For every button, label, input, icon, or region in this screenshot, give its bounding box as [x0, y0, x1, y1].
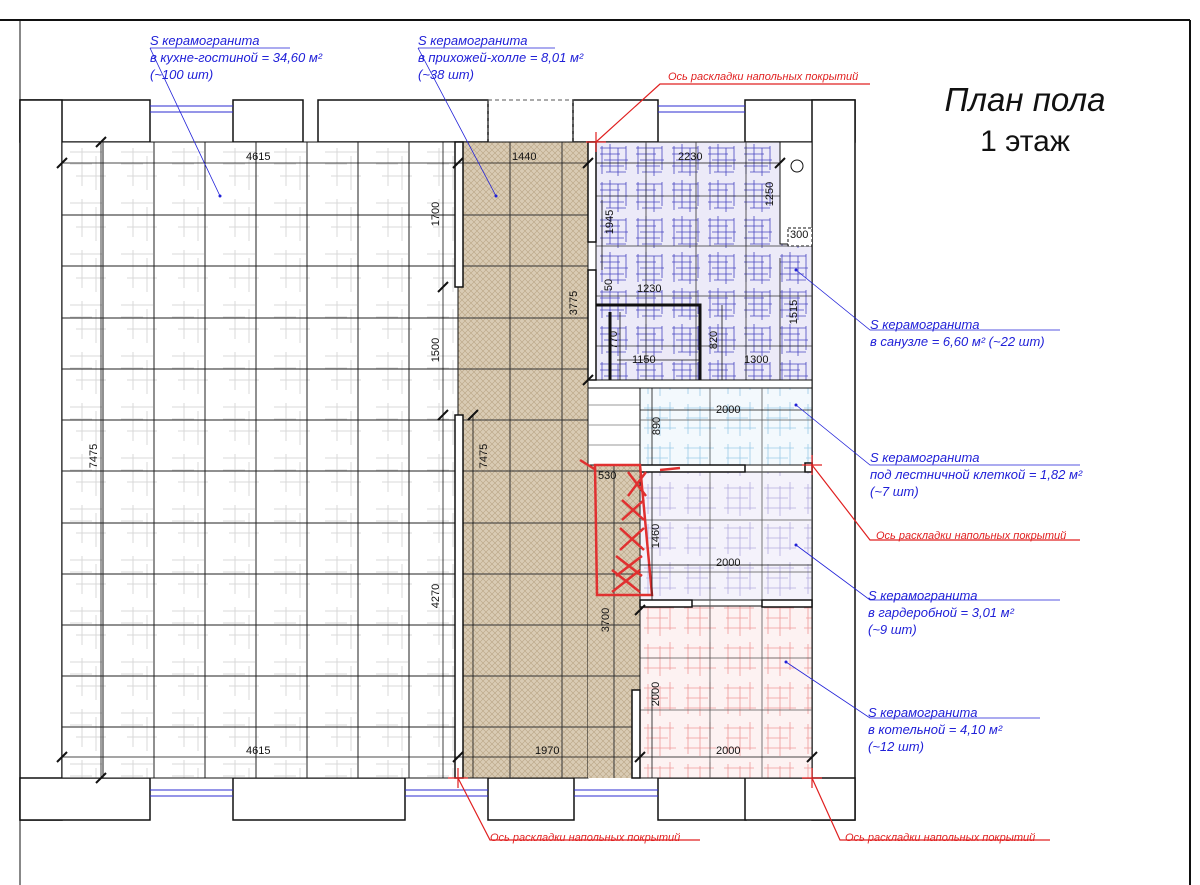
dim-bath-770: 770 [608, 330, 621, 350]
note-boiler-line1: S керамогранита [868, 705, 978, 720]
note-boiler [868, 704, 1002, 755]
axis-label-top: Ось раскладки напольных покрытий [668, 71, 859, 83]
note-wardrobe-line3: (~9 шт) [868, 622, 917, 637]
dim-hall-left: 7475 [478, 443, 491, 469]
note-wardrobe-line2: в гардеробной = 3,01 м² [868, 605, 1014, 620]
stair-landing [588, 388, 640, 465]
dim-hall-3775: 3775 [568, 290, 581, 316]
dim-bath-50: 50 [603, 278, 616, 292]
dim-boiler-2000-horizontal: 2000 [716, 745, 741, 757]
dim-boiler-2000-vertical: 2000 [650, 681, 663, 707]
kitchen-floor [62, 142, 458, 778]
note-bathroom-line1: S керамогранита [870, 317, 980, 332]
note-bathroom-line2: в санузле = 6,60 м² (~22 шт) [870, 334, 1045, 349]
dim-hall-3700: 3700 [600, 607, 613, 633]
dim-bath-1515: 1515 [788, 299, 801, 325]
dim-bath-300: 300 [790, 229, 809, 241]
dim-stair-890: 890 [651, 416, 664, 436]
plan-title [910, 78, 1140, 162]
dim-bath-1945: 1945 [604, 209, 617, 235]
note-bathroom [870, 316, 1045, 350]
note-kitchen-line2: в кухне-гостиной = 34,60 м² [150, 50, 323, 65]
axis-label-bottom-right: Ось раскладки напольных покрытий [845, 832, 1036, 844]
note-kitchen [150, 32, 322, 83]
dim-bath-1150: 1150 [632, 354, 656, 366]
note-wardrobe [868, 587, 1014, 638]
dim-ward-1460: 1460 [650, 523, 663, 549]
stair-floor [640, 388, 812, 465]
dim-bath-2230: 2230 [678, 151, 703, 163]
partition-wall [588, 380, 812, 388]
dim-hall-bottom: 1970 [535, 745, 560, 757]
dim-bath-1230: 1230 [637, 283, 662, 295]
axis-label-bottom-left: Ось раскладки напольных покрытий [490, 832, 681, 844]
note-hall-line3: (~38 шт) [418, 67, 474, 82]
note-stair-line1: S керамогранита [870, 450, 980, 465]
note-wardrobe-line1: S керамогранита [868, 588, 978, 603]
note-stair-line3: (~7 шт) [870, 484, 919, 499]
kitchen-hall-wall [455, 142, 463, 778]
note-kitchen-line3: (~100 шт) [150, 67, 214, 82]
note-stair [870, 449, 1082, 500]
dim-bath-1300: 1300 [744, 354, 769, 366]
toilet-icon [791, 160, 803, 172]
note-kitchen-line1: S керамогранита [150, 33, 260, 48]
dim-kitchen-left: 7475 [88, 443, 101, 469]
dim-bath-1250: 1250 [764, 181, 777, 207]
note-boiler-line2: в котельной = 4,10 м² [868, 722, 1003, 737]
dim-wall-1500: 1500 [430, 337, 443, 363]
dim-stair-2000: 2000 [716, 404, 741, 416]
dim-hall-top: 1440 [512, 151, 537, 163]
dim-ward-2000: 2000 [716, 557, 741, 569]
note-hall-line1: S керамогранита [418, 33, 528, 48]
title-floor: 1 этаж [980, 125, 1070, 158]
note-stair-line2: под лестничной клеткой = 1,82 м² [870, 467, 1083, 482]
dim-bath-820: 820 [708, 330, 721, 350]
title-main: План пола [944, 81, 1106, 118]
dim-wall-4270: 4270 [430, 583, 443, 609]
note-hall [418, 32, 583, 83]
note-hall-line2: в прихожей-холле = 8,01 м² [418, 50, 584, 65]
wardrobe-floor [640, 472, 812, 600]
dim-kitchen-bottom: 4615 [246, 745, 271, 757]
note-boiler-line3: (~12 шт) [868, 739, 924, 754]
dim-kitchen-top: 4615 [246, 151, 271, 163]
door-opening [488, 100, 573, 142]
dim-ward-530: 530 [598, 470, 617, 482]
dim-wall-1700: 1700 [430, 201, 443, 227]
axis-label-right: Ось раскладки напольных покрытий [876, 530, 1067, 542]
